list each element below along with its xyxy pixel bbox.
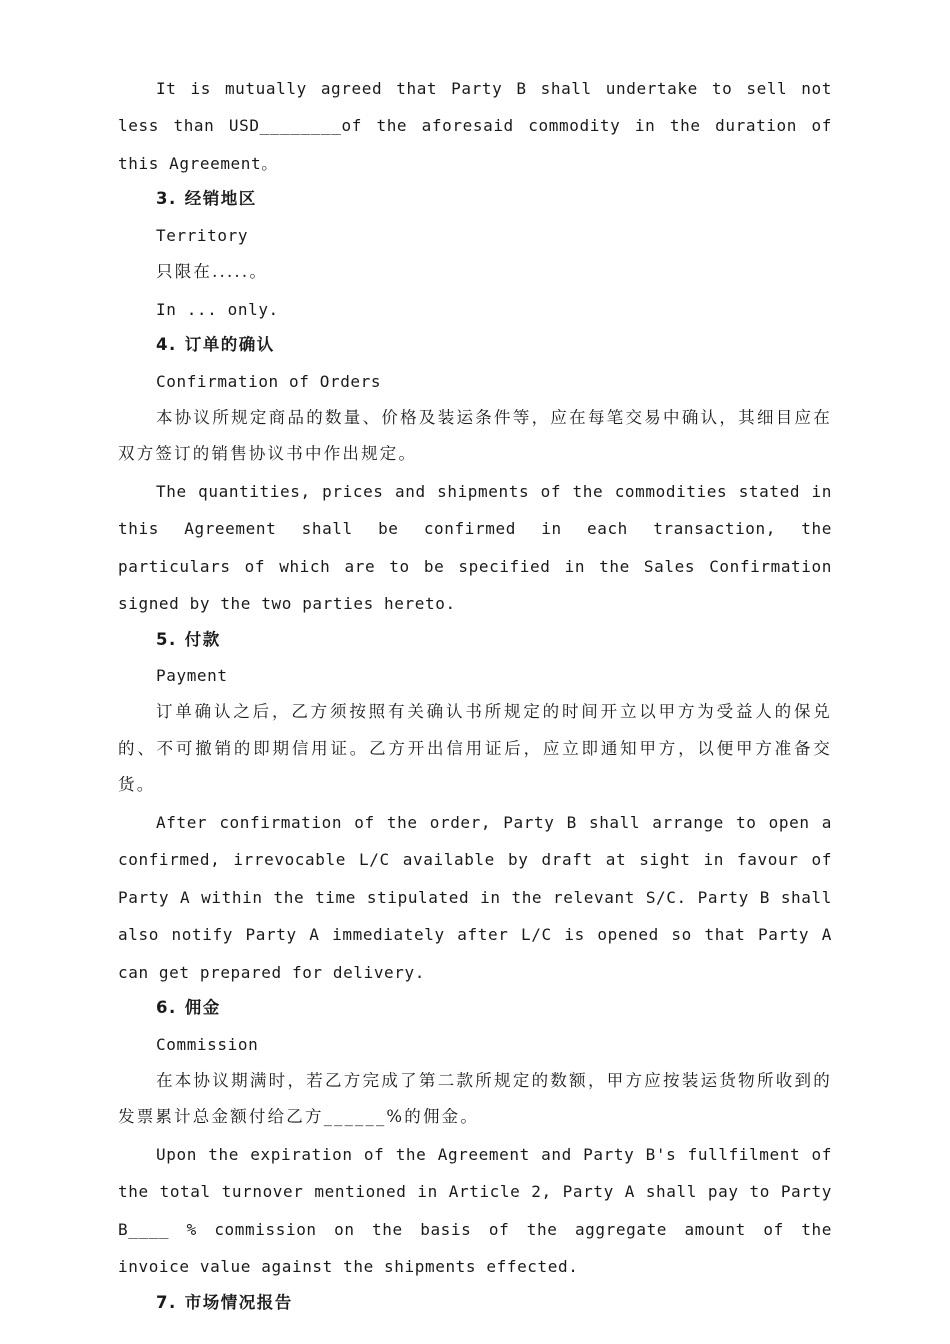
section-title-en: Commission [156, 1034, 259, 1054]
section-title-zh: 订单的确认 [184, 335, 275, 355]
section-heading-payment [118, 623, 832, 658]
paragraph-en: After confirmation of the order, Party B shall arrange to open a confirmed, irrevocable L/C available by draft at sight in favour of Party A within the time stipulated in the relevant S/C. Party B shall also notify Party A immediately after L/C is opened so that Party A can get prepared for delivery. [118, 812, 832, 982]
paragraph-sales-commitment: It is mutually agreed that Party B shall undertake to sell not less than USD________of the aforesaid commodity in the duration of this Agreement。 [118, 79, 832, 173]
paragraph-zh: 订单确认之后，乙方须按照有关确认书所规定的时间开立以甲方为受益人的保兑的、不可撤销的即期信用证。乙方开出信用证后，应立即通知甲方，以便甲方准备交货。 [118, 702, 832, 795]
section-number: 5. [156, 629, 177, 649]
section-heading-commission [118, 991, 832, 1026]
section-heading-confirmation-of-orders [118, 328, 832, 363]
paragraph-en: In ... only. [156, 299, 279, 319]
section-title-en: Confirmation of Orders [156, 371, 382, 391]
paragraph-en: Upon the expiration of the Agreement and Party B's fullfilment of the total turnover mentioned in Article 2, Party A shall pay to Party B____ % commission on the basis of the aggregate amount of the invoice value against the shipments effected. [118, 1144, 832, 1277]
section-heading-territory [118, 182, 832, 217]
section-title-en: Territory [156, 225, 249, 245]
section-number: 3. [156, 189, 177, 209]
section-number: 7. [156, 1292, 177, 1312]
section-title-zh: 经销地区 [184, 189, 257, 209]
section-number: 4. [156, 335, 177, 355]
paragraph-zh: 在本协议期满时，若乙方完成了第二款所规定的数额，甲方应按装运货物所收到的发票累计总金额付给乙方______%的佣金。 [118, 1070, 832, 1127]
paragraph-zh: 本协议所规定商品的数量、价格及装运条件等，应在每笔交易中确认，其细目应在双方签订的销售协议书中作出规定。 [118, 407, 832, 464]
document-page [118, 70, 832, 1320]
paragraph-zh: 只限在.....。 [156, 262, 269, 282]
section-title-zh: 佣金 [184, 998, 221, 1017]
section-title-zh: 市场情况报告 [184, 1292, 293, 1312]
section-heading-market-report [118, 1286, 832, 1321]
paragraph-en: The quantities, prices and shipments of the commodities stated in this Agreement shall be confirmed in each transaction, the particulars of which are to be specified in the Sales Confirmation signed by the two parties hereto. [118, 481, 832, 614]
section-number: 6. [156, 998, 177, 1017]
section-title-en: Payment [156, 666, 228, 686]
section-title-zh: 付款 [184, 629, 221, 649]
